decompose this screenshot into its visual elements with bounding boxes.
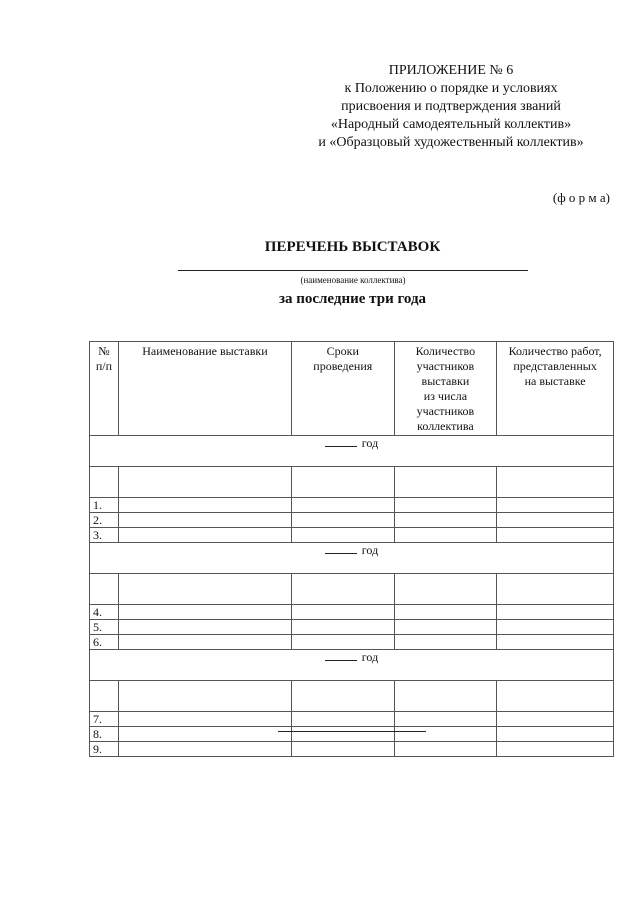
- table-header-row: [90, 342, 614, 436]
- signature-line[interactable]: [278, 731, 426, 732]
- cell-works[interactable]: [497, 742, 614, 757]
- year-blank[interactable]: [325, 446, 357, 447]
- appendix-line: «Народный самодеятельный коллектив»: [330, 117, 572, 132]
- cell-works[interactable]: [497, 712, 614, 727]
- appendix-title: ПРИЛОЖЕНИЕ № 6: [388, 63, 514, 78]
- document-title: ПЕРЕЧЕНЬ ВЫСТАВОК: [264, 239, 441, 255]
- cell-name[interactable]: [118, 620, 291, 635]
- row-number: 4.: [90, 605, 119, 620]
- cell-works[interactable]: [497, 513, 614, 528]
- spacer-row: [90, 574, 614, 605]
- year-cell: год: [90, 650, 614, 681]
- appendix-line: присвоения и подтверждения званий: [341, 99, 561, 114]
- header-participants: Количество участников выставки из числа участников коллектива: [394, 342, 497, 436]
- year-row: [90, 543, 614, 574]
- year-cell: год: [90, 436, 614, 467]
- period-heading: за последние три года: [278, 291, 427, 307]
- row-number: 8.: [90, 727, 119, 742]
- row-number: 3.: [90, 528, 119, 543]
- cell-participants[interactable]: [394, 513, 497, 528]
- form-label: (ф о р м а): [552, 190, 610, 205]
- cell-name[interactable]: [118, 605, 291, 620]
- cell-participants[interactable]: [394, 528, 497, 543]
- year-cell: год: [90, 543, 614, 574]
- year-blank[interactable]: [325, 553, 357, 554]
- year-blank[interactable]: [325, 660, 357, 661]
- cell-works[interactable]: [497, 605, 614, 620]
- cell-participants[interactable]: [394, 635, 497, 650]
- row-number: 5.: [90, 620, 119, 635]
- cell-participants[interactable]: [394, 742, 497, 757]
- spacer-row: [90, 467, 614, 498]
- cell-dates[interactable]: [291, 742, 394, 757]
- cell-participants[interactable]: [394, 727, 497, 742]
- table-row: [90, 712, 614, 727]
- cell-works[interactable]: [497, 635, 614, 650]
- cell-dates[interactable]: [291, 727, 394, 742]
- cell-name[interactable]: [118, 513, 291, 528]
- table-row: [90, 513, 614, 528]
- year-row: [90, 650, 614, 681]
- cell-dates[interactable]: [291, 498, 394, 513]
- header-number: № п/п: [90, 342, 119, 436]
- cell-name[interactable]: [118, 727, 291, 742]
- cell-dates[interactable]: [291, 513, 394, 528]
- table-row: [90, 727, 614, 742]
- table-row: [90, 528, 614, 543]
- row-number: 6.: [90, 635, 119, 650]
- table-row: [90, 605, 614, 620]
- cell-works[interactable]: [497, 620, 614, 635]
- header-works-count: Количество работ, представленных на выставке: [497, 342, 614, 436]
- year-row: [90, 436, 614, 467]
- table-row: [90, 620, 614, 635]
- appendix-line: и «Образцовый художественный коллектив»: [318, 135, 584, 150]
- table-row: [90, 742, 614, 757]
- cell-participants[interactable]: [394, 498, 497, 513]
- cell-participants[interactable]: [394, 620, 497, 635]
- cell-participants[interactable]: [394, 605, 497, 620]
- row-number: 9.: [90, 742, 119, 757]
- table-row: [90, 635, 614, 650]
- spacer-row: [90, 681, 614, 712]
- cell-name[interactable]: [118, 635, 291, 650]
- cell-name[interactable]: [118, 742, 291, 757]
- cell-participants[interactable]: [394, 712, 497, 727]
- cell-works[interactable]: [497, 528, 614, 543]
- cell-dates[interactable]: [291, 635, 394, 650]
- cell-works[interactable]: [497, 727, 614, 742]
- header-dates: Сроки проведения: [291, 342, 394, 436]
- collective-name-caption: (наименование коллектива): [300, 275, 406, 285]
- cell-dates[interactable]: [291, 528, 394, 543]
- table-row: [90, 498, 614, 513]
- row-number: 7.: [90, 712, 119, 727]
- cell-dates[interactable]: [291, 620, 394, 635]
- cell-dates[interactable]: [291, 712, 394, 727]
- header-exhibition-name: Наименование выставки: [118, 342, 291, 436]
- appendix-block: [291, 62, 611, 152]
- cell-works[interactable]: [497, 498, 614, 513]
- row-number: 2.: [90, 513, 119, 528]
- cell-name[interactable]: [118, 712, 291, 727]
- cell-dates[interactable]: [291, 605, 394, 620]
- cell-name[interactable]: [118, 528, 291, 543]
- row-number: 1.: [90, 498, 119, 513]
- appendix-line: к Положению о порядке и условиях: [344, 81, 558, 96]
- cell-name[interactable]: [118, 498, 291, 513]
- exhibitions-table: [89, 341, 614, 757]
- collective-name-line: [178, 270, 528, 271]
